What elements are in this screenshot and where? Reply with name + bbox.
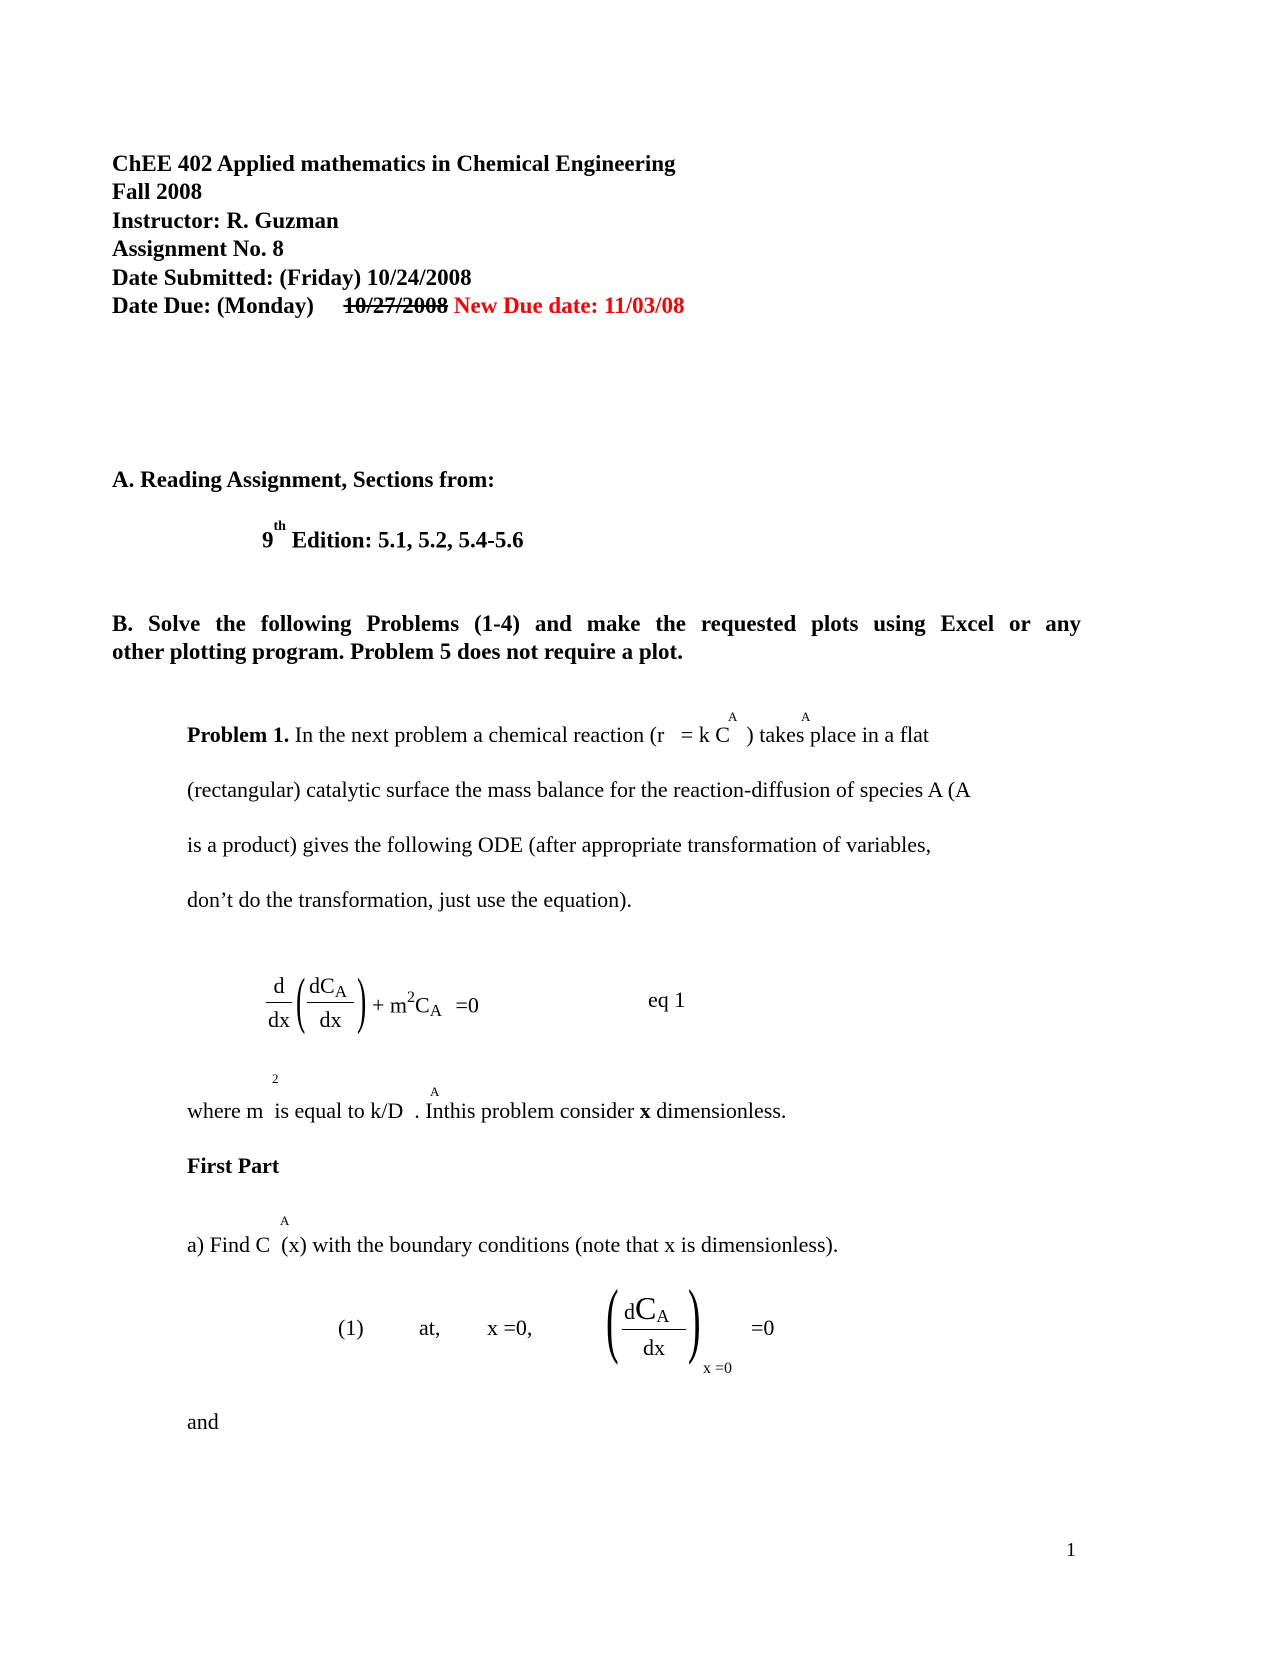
- instructor: Instructor: R. Guzman: [112, 208, 339, 233]
- course-title: ChEE 402 Applied mathematics in Chemical Engineering: [112, 151, 676, 176]
- section-b-line2: other plotting program. Problem 5 does not require a plot.: [112, 639, 683, 664]
- assignment-number: Assignment No. 8: [112, 236, 284, 261]
- bc1-at: at,: [419, 1315, 441, 1340]
- bc1-right-paren: ): [688, 1273, 701, 1366]
- rate-subscript: A: [728, 709, 738, 724]
- where-text-end: dimensionless.: [650, 1098, 787, 1123]
- section-b-line1: B. Solve the following Problems (1-4) and make the requested plots using Excel or any: [112, 611, 1081, 636]
- edition-number: 9: [262, 527, 274, 553]
- date-submitted: Date Submitted: (Friday) 10/24/2008: [112, 265, 472, 290]
- first-part-heading: First Part: [187, 1153, 280, 1178]
- problem1-line3: is a product) gives the following ODE (after appropriate transformation of variables,: [187, 832, 932, 857]
- edition-suffix: th: [273, 519, 286, 534]
- where-line: [187, 1100, 786, 1122]
- where-superscript-2: 2: [272, 1071, 279, 1086]
- eq1-dca-denominator: dx: [319, 1007, 342, 1032]
- where-superscript-a: A: [430, 1084, 440, 1099]
- and-text: and: [187, 1409, 219, 1434]
- eq1-dca-numerator: dCA: [309, 973, 347, 1001]
- bc1-x0: x =0,: [487, 1315, 533, 1340]
- part-a-superscript: A: [280, 1213, 290, 1228]
- bc1-equals-zero: =0: [751, 1315, 775, 1340]
- due-label: Date Due: (Monday): [112, 293, 314, 318]
- problem1-line4: don’t do the transformation, just use the equation).: [187, 887, 633, 912]
- eq1-right-paren: ): [357, 967, 367, 1035]
- bc1-fraction-bar: [622, 1329, 686, 1330]
- new-due-date: New Due date: 11/03/08: [453, 293, 685, 318]
- problem1-label: Problem 1.: [187, 722, 290, 747]
- bc1-number: (1): [338, 1315, 364, 1340]
- where-text: where m is equal to k/D . Inthis problem consider: [187, 1098, 640, 1123]
- bc1-evaluation-point: x =0: [703, 1360, 733, 1377]
- part-a-text: a) Find C (x) with the boundary conditions (note that x is dimensionless).: [187, 1232, 839, 1257]
- page-number: 1: [1066, 1539, 1076, 1561]
- bc1-denominator: dx: [643, 1335, 665, 1360]
- eq1-dca-fraction-bar: [307, 1002, 354, 1003]
- eq1-d-denominator: dx: [268, 1007, 290, 1032]
- concentration-subscript: A: [801, 709, 811, 724]
- old-due-date: 10/27/2008: [343, 293, 449, 318]
- date-due-line: [112, 294, 685, 317]
- eq1-left-paren: (: [296, 967, 306, 1035]
- problem1-line1-text: In the next problem a chemical reaction (r = k C ) takes place in a flat: [289, 722, 930, 747]
- bc1-numerator: dCA: [624, 1290, 670, 1326]
- bc1-left-paren: (: [606, 1273, 619, 1366]
- problem1-line1: [187, 724, 929, 746]
- eq1-term: + $m^2CA =0$: [372, 989, 479, 1021]
- eq1-d-numerator: d: [273, 973, 285, 998]
- section-a-title: A. Reading Assignment, Sections from:: [112, 467, 495, 492]
- edition-line: [262, 519, 524, 553]
- edition-sections: Edition: 5.1, 5.2, 5.4-5.6: [285, 527, 524, 553]
- problem1-line2: (rectangular) catalytic surface the mass balance for the reaction-diffusion of species A (A: [187, 777, 971, 802]
- eq1-d-fraction-bar: [266, 1002, 292, 1003]
- eq1-label: eq 1: [648, 987, 686, 1012]
- term: Fall 2008: [112, 179, 203, 204]
- where-x: x: [639, 1098, 651, 1123]
